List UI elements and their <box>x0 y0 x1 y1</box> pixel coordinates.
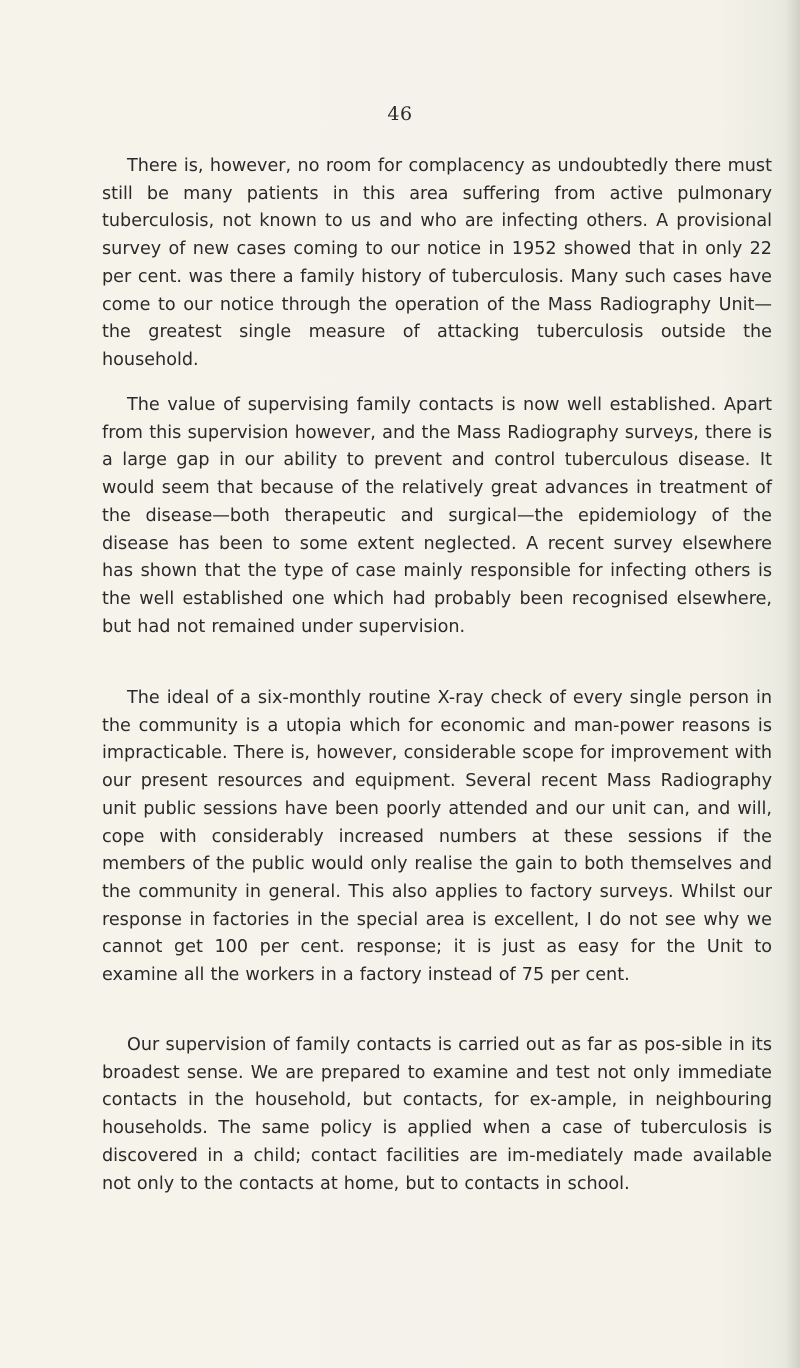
paragraph-xray-check: The ideal of a six-monthly routine X-ray check of every single person in the community is a utopia which for economic and man-power reasons is impracticable. There is, however, considerable scope for improvement with our present resources and equipment. Several recent Mass Radiography unit public sessions have been poorly attended and our unit can, and will, cope with considerably increased numbers at these sessions if the members of the public would only realise the gain to both themselves and the community in general. This also applies to factory surveys. Whilst our response in factories in the special area is excellent, I do not see why we cannot get 100 per cent. response; it is just as easy for the Unit to examine all the workers in a factory instead of 75 per cent. <box>102 688 772 986</box>
page-edge-shadow <box>786 0 800 1368</box>
paragraph-complacency: There is, however, no room for complacency as undoubtedly there must still be many patients in this area suffering from active pulmonary tuberculosis, not known to us and who are infecting others. A provisional survey of new cases coming to our notice in 1952 showed that in only 22 per cent. was there a family history of tuberculosis. Many such cases have come to our notice through the operation of the Mass Radiography Unit—the greatest single measure of attacking tuberculosis outside the household. <box>102 156 772 370</box>
page-number: 46 <box>387 103 413 125</box>
paragraph-supervision: Our supervision of family contacts is carried out as far as pos-sible in its broadest sense. We are prepared to examine and test not only immediate contacts in the household, but contacts, for ex-ample, in neighbouring households. The same policy is applied when a case of tuberculosis is discovered in a child; contact facilities are im-mediately made available not only to the contacts at home, but to contacts in school. <box>102 1035 772 1194</box>
paragraph-family-contacts: The value of supervising family contacts is now well established. Apart from this supervision however, and the Mass Radiography surveys, there is a large gap in our ability to prevent and control tuberculous disease. It would seem that because of the relatively great advances in treatment of the disease—both therapeutic and surgical—the epidemiology of the disease has been to some extent neglected. A recent survey elsewhere has shown that the type of case mainly responsible for infecting others is the well established one which had probably been recognised elsewhere, but had not remained under supervision. <box>102 395 772 637</box>
